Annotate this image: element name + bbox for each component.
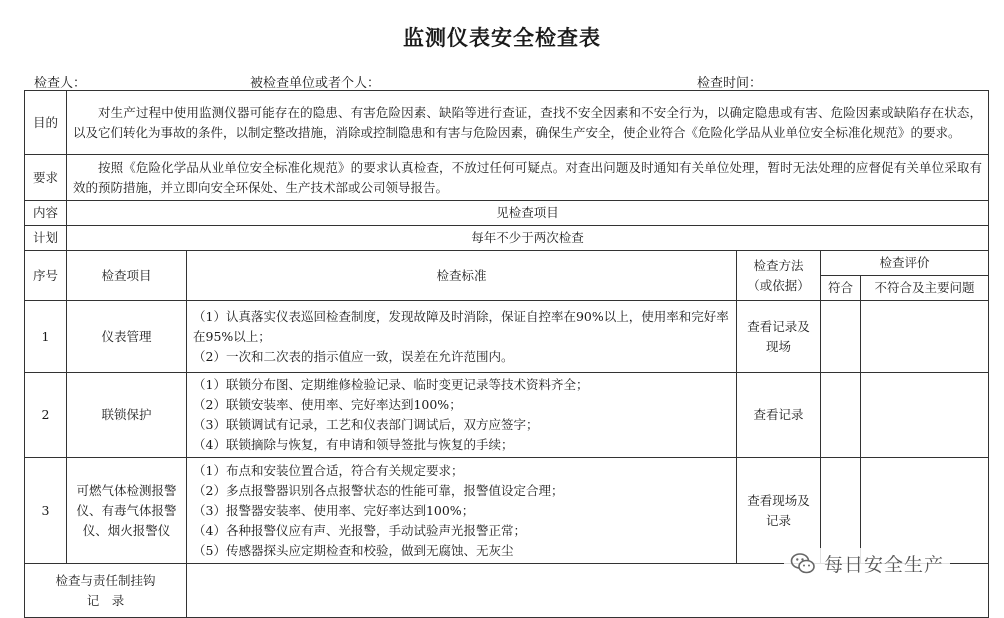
row-standards (187, 373, 737, 458)
header-method-line2: （或依据） (747, 277, 810, 293)
plan-value: 每年不少于两次检查 (67, 226, 989, 251)
requirement-row (25, 155, 989, 201)
standard-line: （3）联锁调试有记录，工艺和仪表部门调试后，双方应签字； (193, 417, 539, 432)
row-method: 查看现场及记录 (737, 458, 821, 564)
footer-label-line2: 记 录 (86, 592, 125, 608)
footer-label-line1: 检查与责任制挂钩 (55, 572, 156, 588)
purpose-label: 目的 (25, 91, 67, 155)
header-nonconform: 不符合及主要问题 (861, 276, 989, 301)
header-conform: 符合 (821, 276, 861, 301)
row-seq: 3 (25, 458, 67, 564)
row-nonconform-cell[interactable] (861, 301, 989, 373)
standard-line: （4）各种报警仪应有声、光报警，手动试验声光报警正常； (193, 522, 526, 538)
row-item: 联锁保护 (67, 373, 187, 458)
table-row (25, 373, 989, 458)
header-seq: 序号 (25, 251, 67, 301)
row-item: 仪表管理 (67, 301, 187, 373)
row-standards (187, 458, 737, 564)
standard-line: （2）联锁安装率、使用率、完好率达到100%； (193, 397, 462, 412)
purpose-row (25, 91, 989, 155)
content-row (25, 201, 989, 226)
wechat-icon (790, 551, 816, 577)
standard-line: （2）一次和二次表的指示值应一致，误差在允许范围内。 (193, 348, 514, 364)
standard-line: （3）报警器安装率、使用率、完好率达到100%； (193, 502, 475, 518)
purpose-text: 对生产过程中使用监测仪器可能存在的隐患、有害危险因素、缺陷等进行查证，查找不安全因素和不安全行为，以确定隐患或有害、危险因素或缺陷存在状态，以及它们转化为事故的条件，以制定整改措施，消除或控制隐患和有害与危险因素，确保生产安全，使企业符合《危险化学品从业单位安全标准化规范》的要求。 (67, 91, 989, 155)
requirement-text: 按照《危险化学品从业单位安全标准化规范》的要求认真检查，不放过任何可疑点。对查出问题及时通知有关单位处理，暂时无法处理的应督促有关单位采取有效的预防措施，并立即向安全环保处、生产技术部或公司领导报告。 (67, 155, 989, 201)
row-seq: 2 (25, 373, 67, 458)
plan-label: 计划 (25, 226, 67, 251)
standard-line: （2）多点报警器识别各点报警状态的性能可靠，报警值设定合理； (193, 482, 564, 498)
inspection-table (24, 90, 989, 618)
row-item: 可燃气体检测报警仪、有毒气体报警仪、烟火报警仪 (67, 458, 187, 564)
row-standards (187, 301, 737, 373)
row-method: 查看记录 (737, 373, 821, 458)
header-method (737, 251, 821, 301)
row-conform-cell[interactable] (821, 373, 861, 458)
header-row (25, 251, 989, 276)
header-standard: 检查标准 (187, 251, 737, 301)
header-item: 检查项目 (67, 251, 187, 301)
table-row (25, 301, 989, 373)
inspector-label: 检查人： (34, 76, 87, 91)
inspection-time-label: 检查时间： (697, 76, 763, 91)
standard-line: （1）联锁分布图、定期维修检验记录、临时变更记录等技术资料齐全； (193, 377, 589, 392)
requirement-label: 要求 (25, 155, 67, 201)
row-method: 查看记录及现场 (737, 301, 821, 373)
row-nonconform-cell[interactable] (861, 373, 989, 458)
page-title: 监测仪表安全检查表 (403, 26, 601, 50)
standard-line: （1）布点和安装位置合适，符合有关规定要求； (193, 462, 464, 478)
standard-line: （5）传感器探头应定期检查和校验，做到无腐蚀、无灰尘 (193, 542, 514, 558)
row-conform-cell[interactable] (821, 301, 861, 373)
header-method-line1: 检查方法 (753, 257, 804, 273)
watermark-text: 每日安全生产 (824, 554, 945, 576)
watermark (784, 548, 950, 579)
row-seq: 1 (25, 301, 67, 373)
standard-line: （1）认真落实仪表巡回检查制度，发现故障及时消除，保证自控率在90%以上，使用率和完好率在95%以上； (193, 308, 729, 344)
content-label: 内容 (25, 201, 67, 226)
footer-label (25, 564, 187, 618)
inspected-unit-label: 被检查单位或者个人： (250, 76, 381, 91)
header-evaluation: 检查评价 (821, 251, 989, 276)
plan-row (25, 226, 989, 251)
content-value: 见检查项目 (67, 201, 989, 226)
standard-line: （4）联锁摘除与恢复，有申请和领导签批与恢复的手续； (193, 437, 514, 452)
